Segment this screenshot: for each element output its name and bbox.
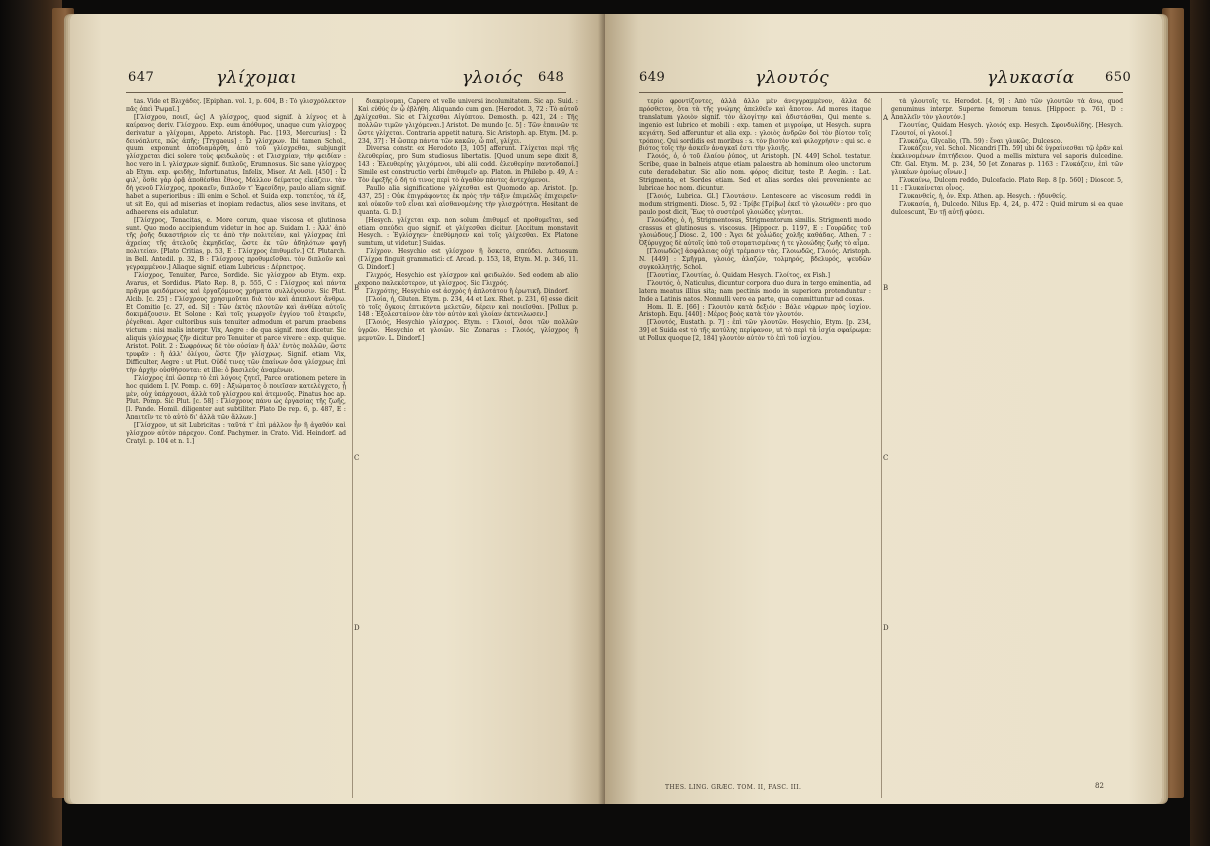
entry-paragraph: τὰ γλουτοῖς τε. Herodot. [4, 9] : Ἀπὸ τῶν γλουτῶν τὰ ἄνω, quod genuminus interpr. Superne femorum tenus. [Hippocr. p. 761, D : Ἀπαλλεῖν τὸν γλουτόν.]: [891, 98, 1123, 121]
entry-paragraph: διακρίνομαι, Capere et velle universi incolumitatem. Sic ap. Suid. : Καὶ εὐθύς ἐν ᾧ ἐβλήθη. Aliquando cum gen. [Herodot. 3, 72 : Τὸ αὐτοῦ γλίχεσθαι. Sic et Γλίχεσθαι Αἰγύπτου. Demosth. p. 421, 24 : Τῆς πολλῶν τιμῶν γλιχόμεναι.] Aristot. De mundo [c. 5] : Τῶν ἐπαινῶν τε ὥστε γλίχεται. Contraria appetit natura. Sic Aristoph. ap. Etym. [M. p. 234, 37] : Ἡ ὥσπερ πάντα τῶν κακῶν, ὦ παῖ, γλίχει.: [358, 98, 578, 145]
right-cover-board: [1190, 0, 1210, 846]
page-number-650: 650: [1105, 70, 1132, 85]
margin-letter-c: C: [354, 454, 360, 462]
page-number-648: 648: [538, 70, 565, 85]
right-cover-edge: [1162, 8, 1184, 798]
right-page-column-divider: [881, 98, 882, 798]
left-page: [70, 14, 605, 804]
entry-paragraph: [Γλίσχρος, Tenacitas, e. More corum, quae viscosa et glutinosa sunt. Quo modo accipiendum videtur in hoc ap. Suidam I. : Ἀλλ' ἀπὸ τῆς ῥοῆς δικαστήριον εἰς τε ἀπὸ τὴν πολιτείαν, καὶ γλίσχρας ἐπὶ ἀχρείας τῆς ἀτελοῦς ἐκμηδεῖας, ὥστε ἐκ τῶν ἀδηλότων φαγῆ πολιτείαν. [Plato Critias, p. 53, E : Γλίσχρος ἐπιθυμεῖν.] Cf. Plutarch. in Bell. Antedil. p. 32, B : Γλίσχρους προθυμεῖσθαι. τὸν διπλοῦν καὶ γεγραμμένον.] Aliaque signif. etiam Lubricus : Δέρπετρος.: [126, 216, 346, 272]
margin-letter-b: B: [883, 284, 889, 292]
headword-right-b: γλυκασία: [987, 68, 1075, 88]
entry-paragraph: [Γλοιωδῶς] ἀσφάλειας οὐχὶ τρέμασιν τὰς. Γλοιωδῶς, Γλοιός. Aristoph. N. [449] : Σμῆγμα, γλοιός, ἀλαζών, τολμηρός, βδελυρός, ψευδῶν συγκολλητής. Schol.: [639, 248, 871, 272]
page-number-647: 647: [128, 70, 155, 85]
page-number-649: 649: [639, 70, 666, 85]
headword-right-a: γλουτός: [755, 68, 830, 88]
entry-paragraph: [Γλοιός, Hesychio γλίσχρος. Etym. : Γλοιοί, ὅσοι τῶν πολλῶν ὑγρῶν. Hesychio et γλοιῶν. Sic Zonaras : Γλοιός, γλίσχρος ἢ μεμυτῶν. L. Dindorf.]: [358, 319, 578, 343]
entry-paragraph: Γλυκασία, ἡ, Dulcedo. Nilus Ep. 4, 24, p. 472 : Quid mirum si ea quae dulcescunt, Ἐν τῇ αὐτῇ φύσει.: [891, 200, 1123, 216]
right-page: [605, 14, 1162, 804]
right-running-head: [605, 70, 1162, 92]
entry-paragraph: Γλίσχρος, Tenuiter, Parce, Sordide. Sic γλίσχρον ab Etym. exp. Avarus, et Sordidus. Plato Rep. 8, p. 555, C : Γλίσχρος καὶ πάντα πρᾶγμα φειδόμενος καὶ ἐργαζόμενος χρήματα συλλέγουσιν. Sic Plut. Alcib. [c. 25] : Γλίσχρους χρησιμοῦται διὰ τὸν καὶ ἀπεπλουτ ἄνθρω. Et Comitio [c. 27, ed. Si] : Τῶν ἐκτὸς πλουτῶν καὶ ἀνθίκα αὐτοῖς δοκιμάζουσιν. Et Solone : Καὶ τοῖς γεωργοῖν ἐγγίου τοῦ ἑταιρεῖν, ῥέγεθεαι. Ager cultoribus suis tenuiter admodum et parum praebens victum : nisi malis interpr. Vix, Aegre : de qua signif. mox dicetur. Sic aliquis γλίσχρως ζῆν dicitur pro Tenuiter et parce vivere : exp. quique. Aristot. Polit. 2 : Σωφρόνως δὲ τὸν οὐσίαν ἢ ἀλλ' ἐντὸς πολλῶν, ὥστε τρυφᾶν : ἢ ἀλλ' ὀλίγου, ὥστε ζῆν γλίσχρως. Signif. etiam Vix, Difficulter, Aegre : ut Plut. Οὐδέ τινες τῶν ἐπαίνων ὅσα γλίσχρως ἐπὶ τὴν ἀρχὴν οὐσθήσονται: et ille: ὁ βασιλεὺς ἀναμένων.: [126, 271, 346, 374]
left-page-column-a: [126, 98, 346, 798]
entry-paragraph: [Hesych. γλίχεται exp. non solum ἐπιθυμεῖ et προθυμεῖται, sed etiam σπεύδει quo signif. et γλίχεσθαι dicitur. [Accitum monstavit Hesych. : Ἐγλίσχηεν· ἐπεθύμησεν καὶ τοῖς γλίχεσθαι. Ex Platone sumtum, ut videtur.] Suidas.: [358, 216, 578, 248]
left-running-head: [70, 70, 605, 92]
right-header-rule: [639, 92, 1123, 93]
margin-letter-a: A: [354, 114, 360, 122]
entry-paragraph: Γλυκανθείς, ἡ, ὁν. Exp. Athen. ap. Hesych. : ἡδυνθείς.: [899, 192, 1067, 200]
margin-letter-b: B: [354, 284, 360, 292]
margin-letter-d: D: [883, 624, 889, 632]
entry-paragraph: [Γλίσχρου, ποιεῖ, ὡς] Α γλίσχρος, quod signif. à λίχνος et à καίρανος deriv. Γλίσχρου. Exp. eum ἀπόθυμος, unaque cum γλίσχρος derivatur a γλίχομαι, Appeto. Aristoph. Pac. [193, Mercurius] : Ὦ δεινόπλυτε, πῶς ἀπῆς; [Trygaeus] : Ὦ γλίσχρων. Ibi tamen Schol., quum exponunt ἀποδιαμάρθη, ἀπὸ τοῦ γλίσχρεθαι, subjungit γλίσχρεται dici solere τοὺς φειδωλοὺς : et Γλισχρίαν, τὴν φειδίαν : hoc vero in l. γλίσχρων signif. διπλοῦς, Erumnosus. Sic sane γλίσχρος ab Etym. exp. φειδὴς, Infortunatus, Infelix, Miser. At Aeli. [450] : Ὦ φιλ', ὅσθε γὰρ ὁρᾷ ἀποθέσθαι ἔθνος, Μάλλον δείματος εἰκάζειν. τὰν δὴ γενοῦ Γλίσχρος, προκαεῖν, διπλοῦν τ' Ἐφεσίδην, paulo aliam signif. habet a superioribus : illi enim e Schol. et Suida exp. τοπετέος, τὰ ἐξ, ut sit Eo, qui ad miserias et inopiam redactus, alios sese invitans, et adhaerens eis adulatur.: [126, 113, 346, 216]
entry-paragraph: Γλυκάζω, Glycalio, (Th. 59) : ἔναι γλυκῶς. Dulcesco.: [899, 137, 1063, 145]
margin-letter-d: D: [354, 624, 360, 632]
entry-paragraph: Γλιχρός, Hesychio est γλίσχρον καὶ φειδωλόν. Sed eodem ab alio expono παλεκέστερον, ut γλίσχρος. Sic Γλιχρός.: [358, 271, 578, 287]
entry-paragraph: [Γλουτός, Eustath. p. 7] : ἐπὶ τῶν γλουτῶν. Hesychio, Etym. [p. 234, 39] et Suida est τὸ τῆς κοτύλης περίφανον, ut τὸ περὶ τὰ ἰσχία σφαίρωμα: ut Pollux quoque [2, 184] γλουτὸν αὐτὸν τὸ ἐπὶ τοῦ ἰσχίου.: [639, 319, 871, 343]
entry-paragraph: tas. Vide et Βλιχάδες. [Epiphan. vol. 1, p. 604, B : Τὸ γλισχρόλεκτον πᾶς ὁπεὶ Ῥωμαῖ.]: [126, 98, 346, 113]
left-page-column-b: [358, 98, 578, 798]
entry-paragraph: Γλιχρότης, Hesychio est ἀσχρὸς ἡ ἀπλοτάτου ἢ ἐρωτικῆ. Dindorf.: [366, 287, 569, 295]
headword-left-b: γλοιός: [462, 68, 523, 88]
entry-paragraph: Γλίσχρος ἐπὶ ὥσπερ τὸ ἐπὶ λόγοις ζητεῖ, Parce orationem petere in hoc quidem I. [V. Pomp. c. 69] : Ἀξιώματος ὃ ποιεῖσαν κατελέγχετο, ᾗ μὲν, οὐχ ὑπάρχουσι, ἀλλὰ τοῦ γλίσχρου καὶ ἀτεμνοῦς. Pinatus hoc ap. Plut. Pomp. Sic Plut. [c. 58] : Γλίσχρους πάνυ ὡς ἐργασίας τῆς ζωῆς, [l. Pande. Homil. diligenter aut subtiliter. Plato De rep. 6, p. 487, E : Ἀπαιτεῖν τε τὸ αὐτὸ δι' ἀλλὰ τῶν ἄλλων.]: [126, 374, 346, 422]
entry-paragraph: [Γλουτίας, Γλουτίας, ὁ. Quidam Hesych. Γλοίτος, ex Fish.]: [647, 271, 830, 279]
entry-paragraph: Γλοιώδης, ὁ, ἡ, Strigmentosus, Strigmentorum similis. Strigmenti modo crassus et glutinosus s. viscosus. [Hippocr. p. 1197, E : Γουρῶδες τοῦ γλοιώδους.] Diosc. 2, 100 : Ἄγει δὲ χολώδες χολῆς καθάδας. Athen. 7 : Ὀξύρυγχος δὲ αὐτοῖς ὑπὸ τοῦ στοματισμένας ἡ τε γλοιώδης ζωῆς τὸ αἷμα.: [639, 216, 871, 248]
entry-paragraph: Paullo alia significatione γλίχεσθαι est Quomodo ap. Aristot. [p. 437, 25] : Οὐκ ἐπιγράφοντες ἐκ πρὸς τὴν τάξιν ἐπιμελῶς ἐπιχειρεῖν· καὶ οὐκοῦν τοῦ εἶναι καὶ αἰσθανομένης τὴν γλισχρότητα. Hesitant de quanta. G. D.]: [358, 184, 578, 216]
left-header-rule: [126, 92, 566, 93]
entry-paragraph: Γλίχρον. Hesychio est γλίσχρον ἢ ὅσκετο, σπεύδει. Actuosum (Γλίχρα finguit grammatici: cf. Arcad. p. 153, 18, Etym. M. p. 346, 11. G. Dindorf.]: [358, 248, 578, 272]
right-page-column-a: [639, 98, 871, 798]
entry-paragraph: τερίο φροντίζοντες, ἀλλὰ ἄλλο μὲν ἀνεγγραμμένον, ἄλλα δὲ πρόσθετον, ὅτα τὰ τῆς γνώμης ἀπελθεῖν καὶ ἄποτον. Ad mores itaque translatum γλοιὸν signif. τὸν ἀλογίτην καὶ ἀδιστάσθαι, Qui mente s. ingenio est lubrico et mobili : exp. tamen et μιγροίφα, ut Hesych. supra κεγιάτη. Sed afferuntur et alia exp. : γλοιὸς ἀνδρῶν δοὶ τὸν βίοτον τοῖς τρόποις. Qui sordidis est moribus : s. τὸν βιοτὸν καὶ φιλοχρήσιν : qui sc. e βιότος τοῖς τὴν ἀσκεῖν ἀναγκαῖ ἐστι τὴν γλοιῆς.: [639, 98, 871, 153]
entry-paragraph: [Γλοιός, Lubrica. Gl.] Γλουτάσιν. Lentescere ac viscosum reddi in modum strigmenti. Diosc. 5, 92 : Τρίβε [Τρίβω] ἐκεῖ τὸ γλοιωθὲν : pro quo paulo post dicit, Ἕως τὸ συστέροϊ γλοιώδες γένηται.: [639, 192, 871, 216]
margin-letter-c: C: [883, 454, 889, 462]
signature-mark: 82: [1095, 782, 1104, 790]
page-footer: THES. LING. GRÆC. TOM. II, FASC. III.: [665, 784, 802, 791]
left-page-column-divider: [352, 98, 353, 798]
headword-left-a: γλίχομαι: [216, 68, 298, 88]
margin-letter-a: A: [883, 114, 889, 122]
entry-paragraph: Γλουτίας, Quidam Hesych. γλοιός exp. Hesych. Σφονδυλίδης. [Hesych. Γλουτοί, οἱ γλοιοί.]: [891, 121, 1123, 137]
entry-paragraph: Hom. Il. E. [66] : Γλουτὸν κατὰ δεξιόν : Βάλε νέφρων πρὸς ἰσχίον. Aristoph. Equ. [440] : Μέρος βοὸς κατὰ τὸν γλουτόν.: [639, 303, 871, 319]
entry-paragraph: Γλυκαίνω, Dulcem reddo, Dulcefacio. Plato Rep. 8 [p. 560] ; Dioscor. 5, 11 : Γλυκαίνεται οἶνος.: [891, 177, 1123, 192]
entry-paragraph: [Γλοία, ἡ, Gluten. Etym. p. 234, 44 et Lex. Rhet. p. 231, 6] esse dicit τὸ τοῖς ὄγκοις ἐπτικόντα μελετῶν, δέρειν καὶ ποιεῖσθαι. [Pollux p. 148 : Ἐξολεσταίνον ἐὰν τὸν αὐτὸν καὶ γλοίαν ἐκτενιλωσεν.]: [358, 295, 578, 319]
entry-paragraph: Diversa constr. ex Herodoto [3, 105] afferunt. Γλίχεται περὶ τῆς ἐλευθερίας, pro Sum studiosus libertatis. [Quod unum sepe dixit 8, 143 : Ἐλευθερίης γλιχόμενοι, ubi alii codd. ἐλευθερίην παντοδαποί.] Simile est constructio verbi ἐπιθυμεῖν ap. Platon. in Philebo p. 49, A : Τὸν ἐφεξῆς ὁ δή τό τινος περὶ τὸ ἀγαθὸν πάντες ἀντεχόμενοι.: [358, 145, 578, 185]
entry-paragraph: Γλοιός, ὁ, ὁ τοῦ ἐλαίου ῥύπος, ut Aristoph. [N. 449] Schol. testatur. Scribe, quae in balneis atque etiam palaestra ab hominum oleo unctorum cute deradebatur. Sic alio nom. φόρος dicitur, teste P. Aegin. : Lat. Strigmenta, et Sordes etiam. Sed et alias sordes olei proveniente ac lubricae hoc nom. dicuntur.: [639, 153, 871, 192]
entry-paragraph: Γλυκάζειν, vel. Schol. Nicandri [Th. 59] ubi δὲ ὑγραίνεσθαι τῷ ἐρᾶν καὶ ἐκκλινομένων ἐπιτήδειον. Quod a mellis mixtura vel saporis dulcedine. Cfr. Gal. Etym. M. p. 234, 50 [et Zonaras p. 1163 : Γλυκάζειν, ἐπὶ τῶν γλυκέων ὁμοίως οἴνων.]: [891, 145, 1123, 177]
entry-paragraph: [Γλίσχρον, ut sit Lubricitas : ταῦτά τ' ἐπὶ μάλλον ἦν ἢ ἀγαθόν καὶ γλίσχρον αὐτὸν πάρεχον. Conf. Pachymer. in Crato. Vid. Heindorf. ad Cratyl. p. 104 et n. 1.]: [126, 422, 346, 445]
right-page-column-b: [891, 98, 1123, 798]
entry-paragraph: Γλουτός, ὁ, Naticulus, dicuntur corpora duo dura in tergo eminentia, ad latera meatus illius sita; nam pectinis modo in superiora protenduntur : Inde a Latinis natos. Nonnulli vero ea parte, qua committuntur ad coxas.: [639, 279, 871, 303]
